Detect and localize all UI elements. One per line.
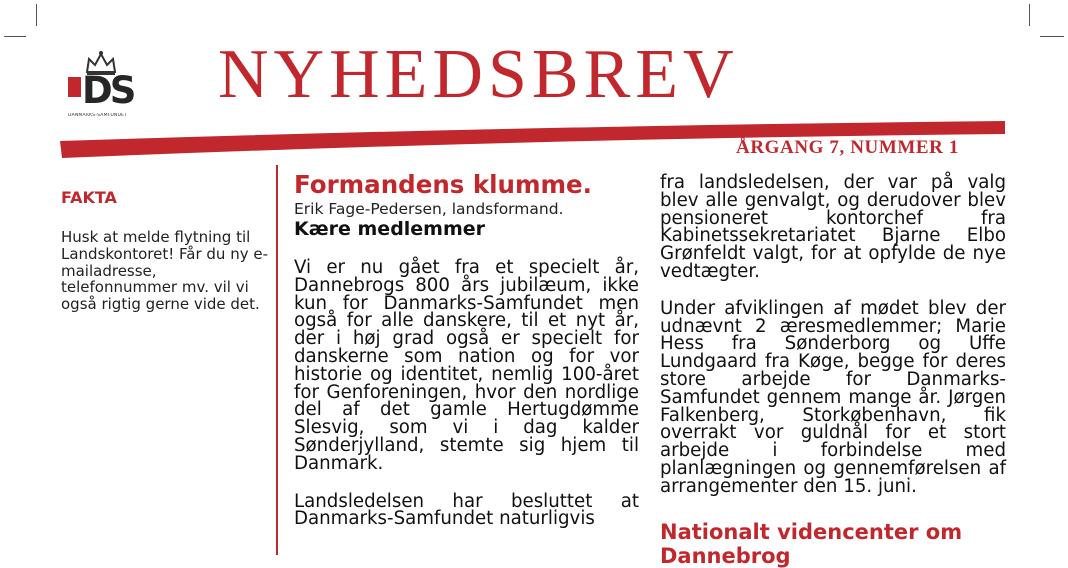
- article-column-2: [660, 174, 1006, 568]
- logo-tagline: DANMARKS-SAMFUNDET: [68, 113, 128, 118]
- article-paragraph: Vi er nu gået fra et specielt år, Dannebrogs 800 års jubilæum, ikke kun for Danmarks-Samfundet men også for alle danskere, til et nyt år, der i høj grad også er specielt for danskerne som nation og for vor historie og identitet, nemlig 100-året for Genforeningen, hvor den nordlige del af det gamle Hertugdømme Slesvig, som vi i dag kalder Sønderjylland, stemte sig hjem til Danmark.: [294, 257, 639, 474]
- article-paragraph: Landsledelsen har besluttet at Danmarks-Samfundet naturligvis: [294, 490, 639, 530]
- section-heading: Nationalt videncenter om Dannebrog: [660, 519, 963, 568]
- fakta-box: [61, 188, 273, 313]
- article-paragraph: Under afviklingen af mødet blev der udnævnt 2 æresmedlemmer; Marie Hess fra Sønderborg og Uffe Lundgaard fra Køge, begge for deres store arbejde for Danmarks-Samfundet gennem mange år. Jørgen Falkenberg, Storkøbenhavn, fik overrakt vor guldnål for et stort arbejde i forbindelse med planlægningen og gennemførelsen af arrangementer den 15. juni.: [660, 297, 1006, 497]
- issue-label: ÅRGANG 7, NUMMER 1: [736, 137, 959, 158]
- newsletter-title: NYHEDSBREV: [218, 36, 739, 113]
- article-heading: Formandens klumme.: [294, 170, 592, 199]
- article-column-1: [294, 170, 639, 528]
- article-paragraph: fra landsledelsen, der var på valg blev alle genvalgt, og derudover blev pensioneret kontorchef fra Kabinetssekretariatet Bjarne Elbo Grønfeldt valgt, for at opfylde de nye vedtægter.: [660, 172, 1006, 282]
- column-divider: [276, 165, 278, 555]
- fakta-text: Husk at melde flytning til Landskontoret! Får du ny e-mailadresse, telefonnummer mv. vil vi også rigtig gerne vide det.: [61, 228, 268, 314]
- logo-letters: DS: [82, 69, 134, 112]
- article-greeting: Kære medlemmer: [294, 218, 486, 240]
- article-byline: Erik Fage-Pedersen, landsformand.: [294, 200, 564, 218]
- fakta-heading: FAKTA: [61, 188, 117, 207]
